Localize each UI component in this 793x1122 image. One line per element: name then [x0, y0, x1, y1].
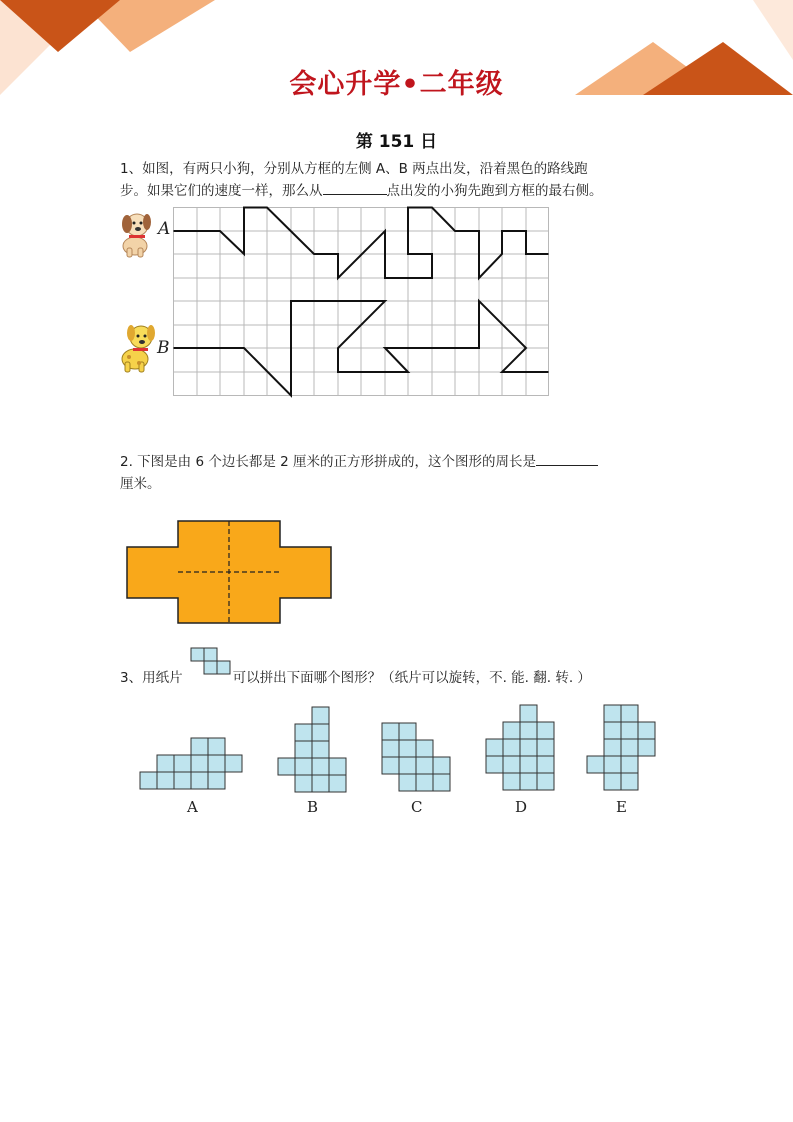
choice-c-figure[interactable]	[381, 722, 455, 794]
choice-e-figure[interactable]	[586, 704, 660, 796]
question-1-line-2	[120, 180, 680, 202]
orange-square-figure	[124, 518, 336, 626]
question-2-text	[120, 451, 690, 495]
question-1-line-2-start: 步。如果它们的速度一样，那么从	[120, 183, 323, 199]
choice-a-label: A	[187, 798, 198, 816]
point-a-label: A	[158, 219, 171, 239]
point-b-label: B	[157, 338, 170, 358]
question-1-text	[120, 158, 680, 202]
choice-e-label: E	[616, 798, 627, 816]
question-3-text-end: 可以拼出下面哪个图形？（纸片可以旋转，不. 能. 翻. 转. ）	[232, 670, 591, 686]
page-title: 第 151 日	[355, 132, 438, 152]
question-2-line-1-text: 2. 下图是由 6 个边长都是 2 厘米的正方形拼成的，这个图形的周长是	[120, 454, 537, 470]
choice-c-label: C	[411, 798, 423, 816]
dog-a-icon	[113, 208, 157, 258]
choice-b-label: B	[307, 798, 319, 816]
brand-title: 会心升学•二年级	[289, 69, 504, 100]
dog-b-icon	[115, 321, 159, 373]
question-3-text-start: 3、用纸片	[120, 670, 183, 686]
question-3-text	[120, 667, 700, 689]
answer-blank-2[interactable]	[536, 451, 598, 466]
answer-blank-1[interactable]	[323, 180, 387, 195]
question-2-line-2: 厘米。	[120, 476, 161, 492]
choice-b-figure[interactable]	[277, 705, 351, 795]
choice-a-figure[interactable]	[139, 736, 247, 792]
question-1-line-2-end: 点出发的小狗先跑到方框的最右侧。	[386, 183, 603, 199]
question-2-line-1	[120, 451, 690, 473]
maze-grid	[170, 204, 554, 400]
choice-d-figure[interactable]	[485, 704, 563, 796]
question-1-line-1: 1、如图，有两只小狗，分别从方框的左侧 A、B 两点出发，沿着黑色的路线跑	[120, 161, 588, 177]
choice-d-label: D	[515, 798, 528, 816]
